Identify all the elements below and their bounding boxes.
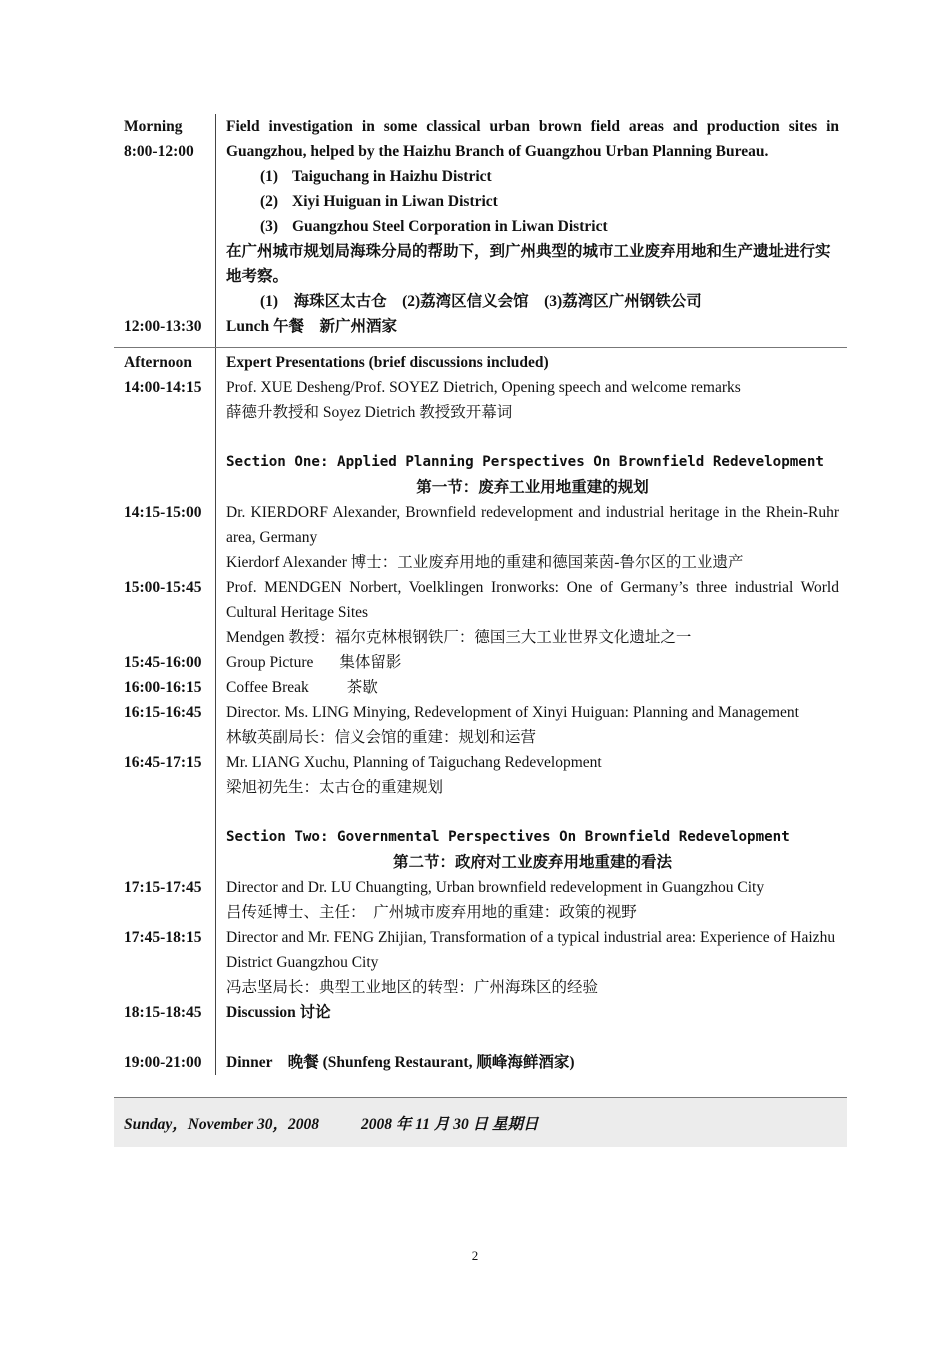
presentation-time: 14:15-15:00 bbox=[124, 504, 202, 521]
schedule-row bbox=[114, 1000, 847, 1025]
presentation-time: 15:00-15:45 bbox=[124, 579, 202, 596]
presentation-time: 17:15-17:45 bbox=[124, 879, 202, 896]
discussion-text: Discussion 讨论 bbox=[226, 1004, 331, 1021]
presentation-en: Director and Dr. LU Chuangting, Urban brownfield redevelopment in Guangzhou City bbox=[226, 879, 765, 896]
presentation-time: 16:45-17:15 bbox=[124, 754, 202, 771]
content-cell bbox=[216, 750, 847, 875]
opening-en: Prof. XUE Desheng/Prof. SOYEZ Dietrich, Opening speech and welcome remarks bbox=[226, 379, 741, 396]
column-divider bbox=[215, 114, 216, 347]
section-one-title-cn: 第一节：废弃工业用地重建的规划 bbox=[416, 479, 649, 496]
schedule-row bbox=[114, 700, 847, 750]
content-cell bbox=[216, 575, 847, 650]
content-cell bbox=[216, 375, 847, 500]
presentation-cn: 冯志坚局长：典型工业地区的转型：广州海珠区的经验 bbox=[226, 979, 599, 996]
site-item: (3) Guangzhou Steel Corporation in Liwan District bbox=[260, 218, 608, 235]
group-picture-en: Group Picture bbox=[226, 654, 314, 671]
presentation-cn: 梁旭初先生：太古仓的重建规划 bbox=[226, 779, 444, 796]
site-item: (2) Xiyi Huiguan in Liwan District bbox=[260, 193, 498, 210]
content-cell bbox=[216, 875, 847, 925]
content-cell bbox=[216, 650, 847, 675]
date-heading bbox=[124, 1112, 538, 1134]
coffee-break-time: 16:00-16:15 bbox=[124, 679, 202, 696]
date-header-bar bbox=[114, 1097, 847, 1147]
schedule-row bbox=[114, 1050, 847, 1075]
content-cell bbox=[216, 500, 847, 575]
date-cn: 2008 年 11 月 30 日 星期日 bbox=[361, 1116, 539, 1133]
presentation-cn: Mendgen 教授：福尔克林根钢铁厂：德国三大工业世界文化遗址之一 bbox=[226, 629, 692, 646]
schedule-row bbox=[114, 114, 847, 314]
morning-label: Morning bbox=[124, 118, 183, 135]
presentation-en: Mr. LIANG Xuchu, Planning of Taiguchang Redevelopment bbox=[226, 754, 602, 771]
schedule-row bbox=[114, 314, 847, 339]
site-item: (1) Taiguchang in Haizhu District bbox=[260, 168, 492, 185]
schedule-row bbox=[114, 575, 847, 650]
afternoon-block bbox=[114, 348, 847, 1075]
coffee-break-cn: 茶歇 bbox=[346, 679, 378, 696]
content-cell bbox=[216, 675, 847, 700]
opening-time: 14:00-14:15 bbox=[124, 379, 202, 396]
morning-time: 8:00-12:00 bbox=[124, 143, 194, 160]
section-two-title-cn: 第二节：政府对工业废弃用地重建的看法 bbox=[392, 854, 672, 871]
group-picture-time: 15:45-16:00 bbox=[124, 654, 202, 671]
schedule-table bbox=[114, 114, 847, 1075]
schedule-row bbox=[114, 925, 847, 1000]
presentation-en: Prof. MENDGEN Norbert, Voelklingen Ironworks: One of Germany’s three industrial World Cultural Heritage Sites bbox=[226, 579, 839, 621]
section-one-title: Section One: Applied Planning Perspectives On Brownfield Redevelopment bbox=[226, 454, 824, 470]
morning-block bbox=[114, 114, 847, 348]
schedule-row bbox=[114, 375, 847, 500]
opening-cn: 薛德升教授和 Soyez Dietrich 教授致开幕词 bbox=[226, 404, 513, 421]
lunch-text: Lunch 午餐 新广州酒家 bbox=[226, 318, 397, 335]
presentation-cn: 吕传延博士、主任： 广州城市废弃用地的重建：政策的视野 bbox=[226, 904, 637, 921]
section-two-title: Section Two: Governmental Perspectives On Brownfield Redevelopment bbox=[226, 829, 790, 845]
content-cell bbox=[216, 114, 847, 314]
presentations-heading: Expert Presentations (brief discussions included) bbox=[226, 354, 549, 371]
coffee-break-en: Coffee Break bbox=[226, 679, 309, 696]
content-cell bbox=[216, 925, 847, 1000]
schedule-row bbox=[114, 875, 847, 925]
afternoon-label: Afternoon bbox=[124, 354, 193, 371]
field-investigation-en: Field investigation in some classical urban brown field areas and production sites in Guangzhou, helped by the Haizhu Branch of Guangzhou Urban Planning Bureau. bbox=[226, 118, 839, 160]
schedule-row bbox=[114, 650, 847, 675]
group-picture-cn: 集体留影 bbox=[339, 654, 402, 671]
presentation-time: 17:45-18:15 bbox=[124, 929, 202, 946]
column-divider bbox=[215, 348, 216, 1075]
field-investigation-cn: 在广州城市规划局海珠分局的帮助下，到广州典型的城市工业废弃用地和生产遗址进行实地考察。 bbox=[226, 243, 831, 285]
presentation-en: Director. Ms. LING Minying, Redevelopment of Xinyi Huiguan: Planning and Management bbox=[226, 704, 799, 721]
lunch-time: 12:00-13:30 bbox=[124, 318, 202, 335]
presentation-en: Dr. KIERDORF Alexander, Brownfield redevelopment and industrial heritage in the Rhein-Ruhr area, Germany bbox=[226, 504, 839, 546]
presentation-cn: 林敏英副局长：信义会馆的重建：规划和运营 bbox=[226, 729, 537, 746]
sites-cn: (1) 海珠区太古仓 (2)荔湾区信义会馆 (3)荔湾区广州钢铁公司 bbox=[260, 293, 702, 310]
schedule-row bbox=[114, 350, 847, 375]
presentation-time: 16:15-16:45 bbox=[124, 704, 202, 721]
date-en: Sunday，November 30，2008 bbox=[124, 1116, 320, 1133]
schedule-row bbox=[114, 675, 847, 700]
dinner-text: Dinner 晚餐 (Shunfeng Restaurant, 顺峰海鲜酒家) bbox=[226, 1054, 575, 1071]
page-number: 2 bbox=[471, 1248, 479, 1263]
content-cell bbox=[216, 700, 847, 750]
schedule-row bbox=[114, 750, 847, 875]
presentation-en: Director and Mr. FENG Zhijian, Transformation of a typical industrial area: Experience of Haizhu District Guangzhou City bbox=[226, 929, 836, 971]
dinner-time: 19:00-21:00 bbox=[124, 1054, 202, 1071]
presentation-cn: Kierdorf Alexander 博士：工业废弃用地的重建和德国莱茵-鲁尔区的工业遗产 bbox=[226, 554, 744, 571]
time-cell bbox=[114, 114, 216, 314]
spacer-row bbox=[114, 1025, 847, 1050]
schedule-row bbox=[114, 500, 847, 575]
discussion-time: 18:15-18:45 bbox=[124, 1004, 202, 1021]
